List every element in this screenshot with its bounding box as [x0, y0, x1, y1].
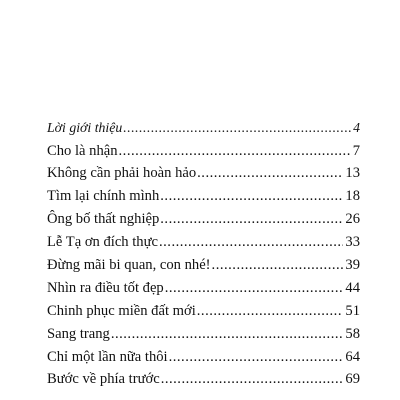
toc-entry-page-number: 18	[345, 188, 360, 205]
toc-entry-title: Chinh phục miền đất mới	[47, 302, 196, 319]
toc-entry-page-number: 33	[345, 234, 360, 251]
dot-leader	[212, 254, 344, 277]
toc-entry-page-number: 4	[353, 120, 360, 135]
toc-entry-title: Cho là nhận	[47, 142, 118, 159]
toc-entry	[47, 346, 360, 369]
toc-entry	[47, 231, 360, 254]
toc-entry-page-number: 13	[345, 165, 360, 182]
toc-entry-page-number: 58	[345, 325, 360, 342]
toc-entry-introduction	[47, 116, 360, 140]
toc-entry	[47, 185, 360, 208]
toc-entry-title: Đừng mãi bi quan, con nhé!	[47, 256, 211, 273]
table-of-contents	[47, 116, 360, 391]
dot-leader	[160, 208, 343, 231]
toc-entry-title: Lễ Tạ ơn đích thực	[47, 234, 158, 251]
toc-entry-page-number: 7	[352, 142, 360, 159]
toc-entry-title: Ông bố thất nghiệp	[47, 211, 160, 228]
toc-entry	[47, 300, 360, 323]
toc-entry	[47, 368, 360, 391]
toc-entry	[47, 162, 360, 185]
toc-entry-title: Chỉ một lần nữa thôi	[47, 348, 168, 365]
dot-leader	[197, 300, 344, 323]
dot-leader	[197, 162, 343, 185]
toc-entry	[47, 208, 360, 231]
toc-entry-title: Nhìn ra điều tốt đẹp	[47, 279, 164, 296]
toc-entry-page-number: 64	[345, 348, 360, 365]
toc-entry-page-number: 69	[345, 371, 360, 388]
toc-entry	[47, 323, 360, 346]
dot-leader	[119, 140, 351, 163]
toc-entry-title: Tìm lại chính mình	[47, 188, 160, 205]
toc-entry-page-number: 51	[345, 302, 360, 319]
dot-leader	[169, 346, 344, 369]
toc-entry-title: Lời giới thiệu	[47, 120, 123, 135]
toc-entry-title: Sang trang	[47, 325, 110, 342]
toc-entry-title: Bước về phía trước	[47, 371, 160, 388]
toc-entry	[47, 140, 360, 163]
dot-leader	[165, 277, 344, 300]
dot-leader	[111, 323, 344, 346]
dot-leader	[159, 231, 343, 254]
toc-entry-page-number: 44	[345, 279, 360, 296]
dot-leader	[161, 368, 344, 391]
toc-entry	[47, 254, 360, 277]
dot-leader	[123, 116, 351, 140]
dot-leader	[160, 185, 343, 208]
toc-entry-page-number: 39	[345, 256, 360, 273]
toc-entry-title: Không cần phải hoàn hảo	[47, 165, 197, 182]
toc-entry-page-number: 26	[345, 211, 360, 228]
toc-entry	[47, 277, 360, 300]
